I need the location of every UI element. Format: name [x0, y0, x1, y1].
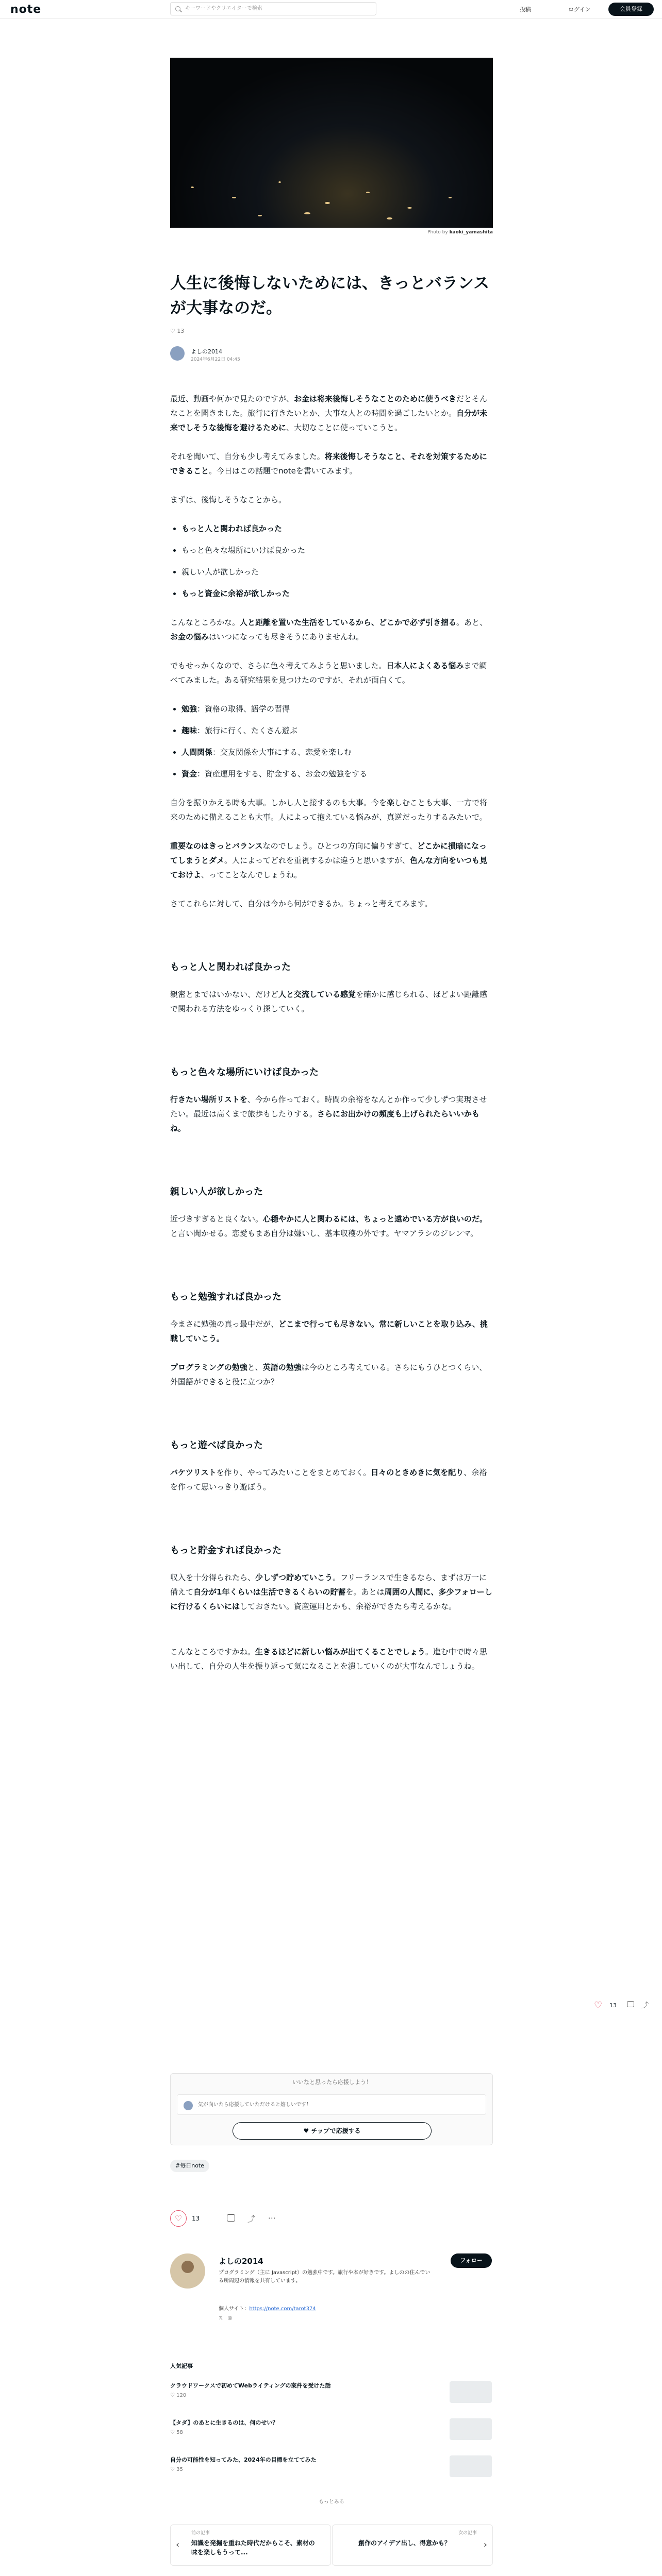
section-heading: もっと人と関われば良かった: [170, 962, 291, 973]
floating-actions: [594, 1999, 656, 2014]
creator-profile: [170, 2253, 493, 2326]
next-label: 次の記事: [458, 2531, 477, 2536]
paragraph: 最近、動画や何かで見たのですが、お金は将来後悔しそうなことのために使うべきだとそんなことを聞きました。旅行に行きたいとか、大事な人との時間を過ごしたいとか。自分が未来でしそうな後悔を避けるために、大切なことに使っていこうと。: [170, 394, 488, 432]
like-button[interactable]: ♡: [170, 2210, 187, 2227]
section-heading: もっと貯金すれば良かった: [170, 1545, 282, 1556]
social-icons[interactable]: 𝕏 ◎: [219, 2315, 233, 2321]
comment-icon[interactable]: [227, 2214, 235, 2222]
thumbnail: [450, 2381, 492, 2403]
action-bar: [170, 2210, 493, 2229]
paragraph: プログラミングの勉強と、英語の勉強は今のところ考えている。さらにもうひとつくらい、外国語ができると役に立つか？: [170, 1363, 487, 1386]
site-header: [0, 0, 662, 19]
more-icon[interactable]: ⋯: [268, 2213, 276, 2223]
paragraph: でもせっかくなので、さらに色々考えてみようと思いました。日本人によくある悩みまで調べてみました。ある研究結果を見つけたのですが、それが面白くて。: [170, 661, 487, 685]
chevron-right-icon: ›: [483, 2539, 487, 2550]
like-count: ♡ 58: [170, 2430, 183, 2435]
thumbnail: [450, 2418, 492, 2440]
photo-credit-link[interactable]: kaoki_yamashita: [449, 230, 493, 235]
search-input[interactable]: [170, 2, 376, 15]
article-title: 人生に後悔しないためには、きっとバランスが大事なのだ。: [170, 274, 490, 317]
paragraph: 自分を振りかえる時も大事。しかし人と接するのも大事。今を楽しむことも大事、一方で将来のために備えることも大事。人によって抱えている悩みが、真逆だったりするみたいで。: [170, 798, 488, 822]
like-count: ♡ 35: [170, 2467, 183, 2472]
creator-name[interactable]: よしの2014: [219, 2257, 263, 2266]
paragraph: それを聞いて、自分も少し考えてみました。将来後悔しそうなこと、それを対策するためにできること。今日はこの話題でnoteを書いてみます。: [170, 452, 487, 476]
popular-heading: 人気記事: [170, 2363, 193, 2369]
author-name[interactable]: よしの2014: [191, 348, 222, 355]
list: • もっと人と関われば良かった • もっと色々な場所にいけば良かった • 親しい人が欲しかった • もっと資金に余裕が欲しかった: [181, 521, 493, 601]
hero-image: [170, 58, 493, 228]
prev-title: 知識を発掘を重ねた時代だからこそ、素材の味を楽しもうって...: [191, 2539, 315, 2556]
paragraph: さてこれらに対して、自分は今から何ができるか。ちょっと考えてみます。: [170, 899, 433, 908]
creator-url: 個人サイト：https://note.com/tarot374: [219, 2306, 316, 2312]
list-item[interactable]: [170, 2455, 493, 2484]
paragraph: バケツリストを作り、やってみたいことをまとめておく。日々のときめきに気を配り、余裕を作って思いっきり遊ぼう。: [170, 1468, 487, 1492]
section-heading: もっと遊べば良かった: [170, 1440, 263, 1451]
avatar: [184, 2101, 193, 2110]
comment-icon[interactable]: [627, 2001, 634, 2007]
share-icon[interactable]: ⤴: [247, 2214, 256, 2224]
paragraph: 今まさに勉強の真っ最中だが、どこまで行っても尽きない。常に新しいことを取り込み、挑戦していこう。: [170, 1319, 488, 1343]
avatar[interactable]: [170, 2253, 205, 2289]
login-button[interactable]: ログイン: [568, 6, 591, 13]
paragraph: 親密とまではいかない、だけど人と交流している感覚を確かに感じられる、ほどよい距離感で関われる方法をゆっくり探していく。: [170, 990, 488, 1013]
like-count: 13: [609, 2002, 617, 2009]
paragraph: こんなところですかね。生きるほどに新しい悩みが出てくることでしょう。進む中で時々思い出して、自分の人生を振り返って気になることを潰していくのが大事なんでしょうね。: [170, 1647, 487, 1671]
next-title: 創作のアイデア出し、得意かも？: [358, 2539, 451, 2547]
paragraph: まずは、後悔しそうなことから。: [170, 495, 287, 504]
section-heading: 親しい人が欲しかった: [170, 1187, 263, 1197]
heart-icon[interactable]: ♡: [594, 2000, 603, 2011]
paragraph: 収入を十分得られたら、少しずつ貯めていこう。フリーランスで生きるなら、まずは万一に備えて自分が1年くらいは生活できるくらいの貯蓄を。あとは周囲の人間に、多少フォローしに行けるくらいにはしておきたい。資産運用とかも、余裕ができたら考えるかな。: [170, 1573, 492, 1611]
popular-title[interactable]: クラウドワークスで初めてWebライティングの案件を受けた話: [170, 2382, 331, 2389]
paragraph: 行きたい場所リストを、今から作っておく。時間の余裕をなんとか作って少しずつ実現させたい。最近は高くまで旅歩もしたりする。さらにお出かけの頻度も上げられたらいいかもね。: [170, 1095, 487, 1133]
follow-button[interactable]: フォロー: [451, 2253, 492, 2268]
article-body: [170, 392, 493, 1688]
paragraph: 重要なのはきっとバランスなのでしょう。ひとつの方向に偏りすぎて、どこかに損暗になってしまうとダメ。人によってどれを重視するかは違うと思いますが、色んな方向をいつも見ておけよ、ってことなんでしょうね。: [170, 841, 488, 879]
prev-article[interactable]: [170, 2524, 331, 2566]
tip-button[interactable]: ♥ チップで応援する: [233, 2122, 432, 2140]
support-box: [170, 2073, 493, 2145]
hashtag[interactable]: #毎日note: [170, 2160, 209, 2172]
creator-url-link[interactable]: https://note.com/tarot374: [249, 2306, 316, 2312]
paragraph: こんなところかな。人と距離を置いた生活をしているから、どこかで必ず引き摺る。あと、お金の悩みはいつになっても尽きそうにありませんね。: [170, 618, 488, 641]
search-icon: [175, 6, 180, 11]
search-placeholder: キーワードやクリエイターで検索: [185, 6, 262, 11]
note-logo[interactable]: note: [10, 3, 42, 16]
post-button[interactable]: 投稿: [520, 6, 531, 13]
thumbnail: [450, 2455, 492, 2477]
more-link[interactable]: もっとみる: [319, 2499, 344, 2505]
like-count: 13: [192, 2215, 200, 2222]
publish-date: 2024年6月22日 04:45: [191, 357, 240, 362]
avatar[interactable]: [170, 346, 185, 361]
signup-button[interactable]: 会員登録: [608, 3, 654, 16]
next-article[interactable]: [332, 2524, 493, 2566]
list-item[interactable]: [170, 2381, 493, 2410]
list: • 勉強：資格の取得、語学の習得 • 趣味：旅行に行く、たくさん遊ぶ • 人間関係：交友関係を大事にする、恋愛を楽しむ • 資金：資産運用をする、貯金する、お金の勉強をする: [181, 702, 493, 781]
chevron-left-icon: ‹: [176, 2539, 180, 2550]
support-message: 気が向いたら応援していただけると嬉しいです！: [177, 2094, 486, 2115]
section-heading: もっと勉強すれば良かった: [170, 1292, 282, 1302]
popular-title[interactable]: 自分の可能性を知ってみた、2024年の目標を立ててみた: [170, 2456, 317, 2463]
popular-title[interactable]: 【タダ】のあとに生きるのは、何のせい？: [170, 2419, 278, 2426]
like-count: ♡ 13: [170, 328, 185, 334]
creator-bio: プログラミング（主に Javascript）の勉強中です。旅行や本が好きです。よしのの住んでいる所周辺の情報を共有しています。: [219, 2270, 431, 2284]
paragraph: 近づきすぎると良くない。心穏やかに人と関わるには、ちょっと遠めでいる方が良いのだ。と言い聞かせる。恋愛もまあ自分は嫌いし、基本収穫の外です。ヤマアラシのジレンマ。: [170, 1214, 488, 1238]
share-icon[interactable]: ⤴: [641, 2002, 649, 2010]
list-item[interactable]: [170, 2418, 493, 2447]
section-heading: もっと色々な場所にいけば良かった: [170, 1067, 319, 1078]
like-count: ♡ 120: [170, 2393, 187, 2398]
support-question: いいなと思ったら応援しよう！: [292, 2079, 372, 2086]
photo-credit: Photo by kaoki_yamashita: [427, 230, 493, 235]
prev-label: 前の記事: [191, 2531, 210, 2536]
